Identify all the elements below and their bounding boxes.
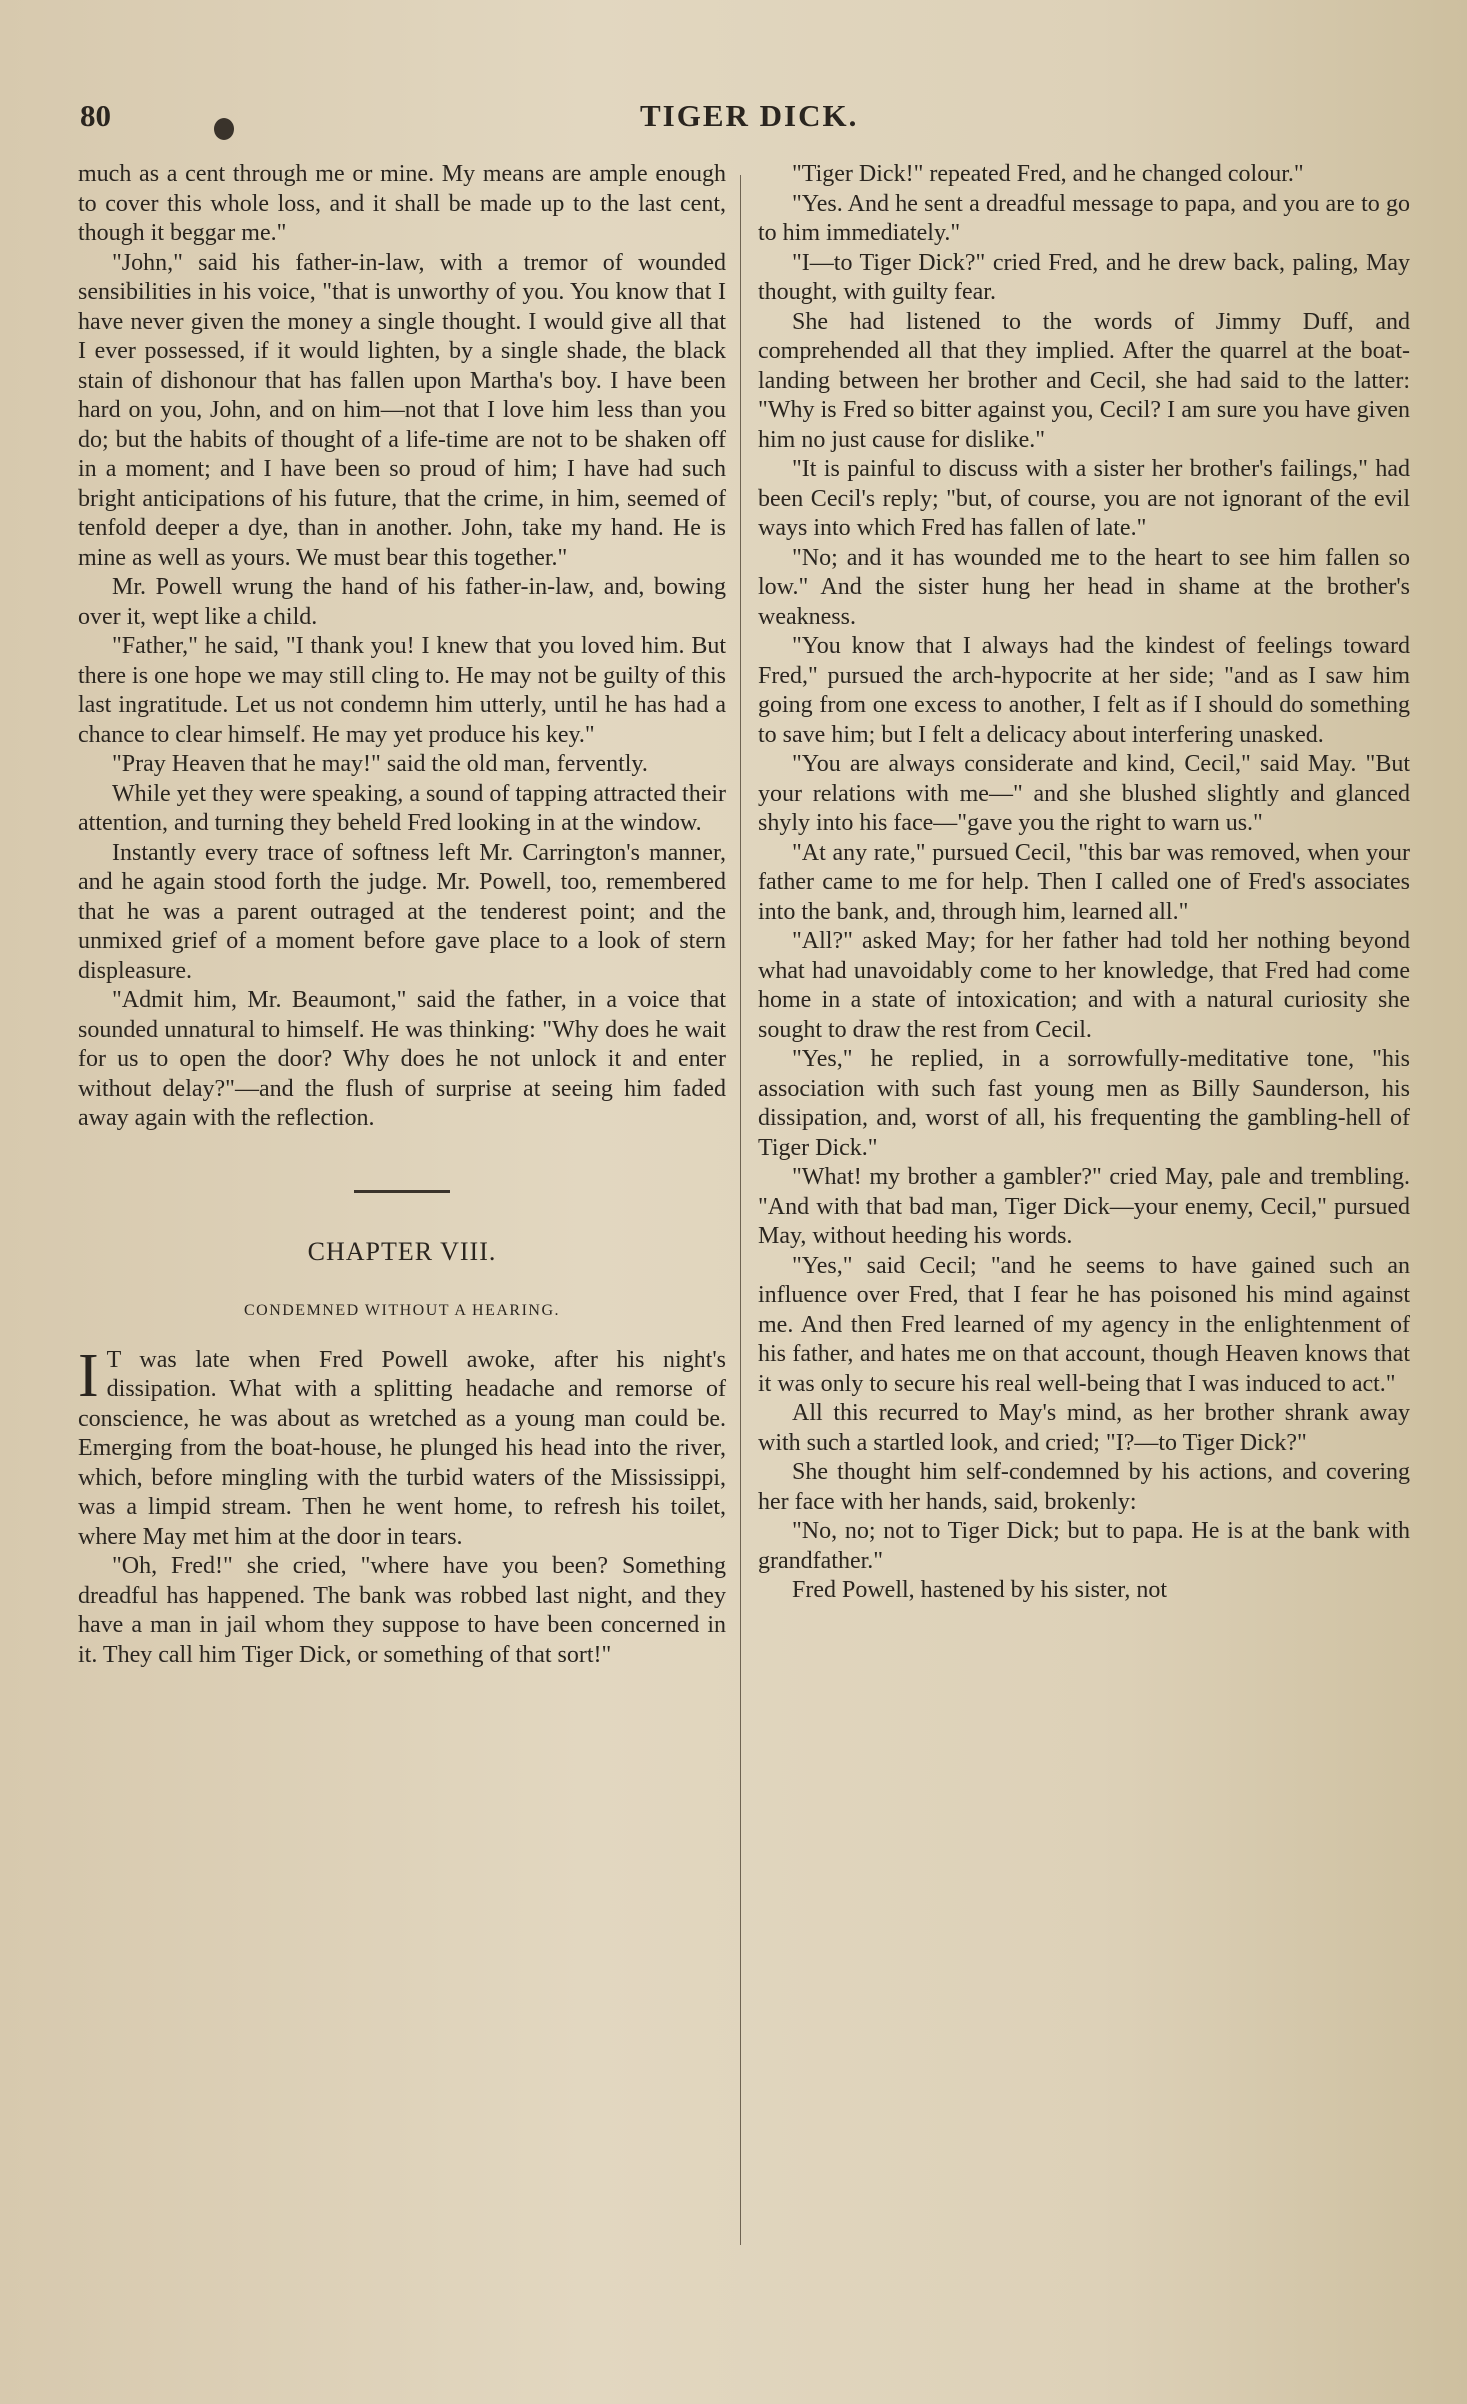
paragraph: "Yes," he replied, in a sorrowfully-meditative tone, "his association with such fast young men as Billy Saunderson, his dissipation, and, worst of all, his frequenting the gambling-hell of Tiger Dick." (758, 1046, 1410, 1161)
paragraph: "You know that I always had the kindest of feelings toward Fred," pursued the arch-hypocrite at her side; "and as I saw him going from one excess to another, I felt as if I should do something to save him; but I felt a delicacy about interfering unasked. (758, 633, 1410, 748)
paragraph: "What! my brother a gambler?" cried May, pale and trembling. "And with that bad man, Tiger Dick—your enemy, Cecil," pursued May, without heeding his words. (758, 1164, 1410, 1249)
paragraph: "All?" asked May; for her father had told her nothing beyond what had unavoidably come to her knowledge, that Fred had come home in a state of intoxication; and with a natural curiosity she sought to draw the rest from Cecil. (758, 928, 1410, 1043)
running-title: TIGER DICK. (640, 98, 859, 133)
paragraph: Mr. Powell wrung the hand of his father-in-law, and, bowing over it, wept like a child. (78, 574, 726, 630)
paragraph: "Father," he said, "I thank you! I knew that you loved him. But there is one hope we may still cling to. He may not be guilty of this last ingratitude. Let us not condemn him utterly, until he has had a chance to clear himself. He may yet produce his key." (78, 633, 726, 748)
paragraph: "You are always considerate and kind, Cecil," said May. "But your relations with me—" and she blushed slightly and glanced shyly into his face—"gave you the right to warn us." (758, 751, 1410, 836)
page-header (80, 98, 1410, 148)
ink-blot-icon (214, 118, 234, 140)
paragraph: "At any rate," pursued Cecil, "this bar was removed, when your father came to me for help. Then I called one of Fred's associates into the bank, and, through him, learned all." (758, 839, 1410, 925)
paragraph: She thought him self-condemned by his actions, and covering her face with her hands, said, brokenly: (758, 1459, 1410, 1515)
column-divider (740, 175, 741, 2245)
chapter-subtitle: CONDEMNED WITHOUT A HEARING. (243, 1302, 561, 1319)
right-column (758, 160, 1410, 1606)
chapter-title: CHAPTER VIII. (307, 1236, 497, 1266)
paragraph: All this recurred to May's mind, as her brother shrank away with such a startled look, and cried; "I?—to Tiger Dick?" (758, 1400, 1410, 1456)
left-column (78, 160, 726, 1670)
paragraph: Instantly every trace of softness left Mr. Carrington's manner, and he again stood forth the judge. Mr. Powell, too, remembered that he was a parent outraged at the tenderest point; and the unmixed grief of a moment before gave place to a look of stern displeasure. (78, 839, 726, 984)
paragraph: much as a cent through me or mine. My means are ample enough to cover this whole loss, and it shall be made up to the last cent, though it beggar me." (78, 161, 726, 246)
paragraph: "No, no; not to Tiger Dick; but to papa. He is at the bank with grandfather." (758, 1518, 1410, 1574)
paragraph: "Pray Heaven that he may!" said the old man, fervently. (112, 751, 648, 777)
paragraph: "Yes. And he sent a dreadful message to papa, and you are to go to him immediately." (758, 190, 1410, 246)
paragraph: "Oh, Fred!" she cried, "where have you been? Something dreadful has happened. The bank was robbed last night, and they have a man in jail whom they suppose to have been concerned in it. They call him Tiger Dick, or something of that sort!" (78, 1553, 726, 1668)
paragraph: "John," said his father-in-law, with a tremor of wounded sensibilities in his voice, "that is unworthy of you. You know that I have never given the money a single thought. I would give all that I ever possessed, if it would lighten, by a single shade, the black stain of dishonour that has fallen upon Martha's boy. I have been hard on you, John, and on him—not that I love him less than you do; but the habits of thought of a life-time are not to be shaken off in a moment; and I have been so proud of him; I have had such bright anticipations of his future, that the crime, in him, seemed of tenfold deeper a dye, than in another. John, take my hand. He is mine as well as yours. We must bear this together." (78, 249, 726, 571)
chapter-first-paragraph (78, 1341, 726, 1553)
dropcap: I (78, 1341, 99, 1410)
paragraph: She had listened to the words of Jimmy Duff, and comprehended all that they implied. After the quarrel at the boat-landing between her brother and Cecil, she had said to the latter: "Why is Fred so bitter against you, Cecil? I am sure you have given him no just cause for dislike." (758, 308, 1410, 453)
paragraph: "No; and it has wounded me to the heart to see him fallen so low." And the sister hung her head in shame at the brother's weakness. (758, 544, 1410, 630)
paragraph: While yet they were speaking, a sound of tapping attracted their attention, and turning they beheld Fred looking in at the window. (78, 780, 726, 836)
paragraph: "I—to Tiger Dick?" cried Fred, and he drew back, paling, May thought, with guilty fear. (758, 249, 1410, 305)
paragraph: "Tiger Dick!" repeated Fred, and he changed colour." (792, 161, 1304, 187)
chapter-first-paragraph-text: T was late when Fred Powell awoke, after his night's dissipation. What with a splitting headache and remorse of conscience, he was about as wretched as a young man could be. Emerging from the boat-house, he plunged his head into the river, which, before mingling with the turbid waters of the Mississippi, was a limpid stream. Then he went home, to refresh his toilet, where May met him at the door in tears. (78, 1346, 726, 1550)
page-number: 80 (80, 98, 111, 133)
chapter-rule (354, 1190, 450, 1193)
paragraph: "Yes," said Cecil; "and he seems to have gained such an influence over Fred, that I fear he has poisoned his mind against me. And then Fred learned of my agency in the enlightenment of his father, and hates me on that account, though Heaven knows that it was only to secure his real well-being that I was induced to act." (758, 1252, 1410, 1397)
paragraph: Fred Powell, hastened by his sister, not (792, 1577, 1167, 1603)
paragraph: "Admit him, Mr. Beaumont," said the father, in a voice that sounded unnatural to himself. He was thinking: "Why does he wait for us to open the door? Why does he not unlock it and enter without delay?"—and the flush of surprise at seeing him faded away again with the reflection. (78, 987, 726, 1131)
paragraph: "It is painful to discuss with a sister her brother's failings," had been Cecil's reply; "but, of course, you are not ignorant of the evil ways into which Fred has fallen of late." (758, 456, 1410, 541)
